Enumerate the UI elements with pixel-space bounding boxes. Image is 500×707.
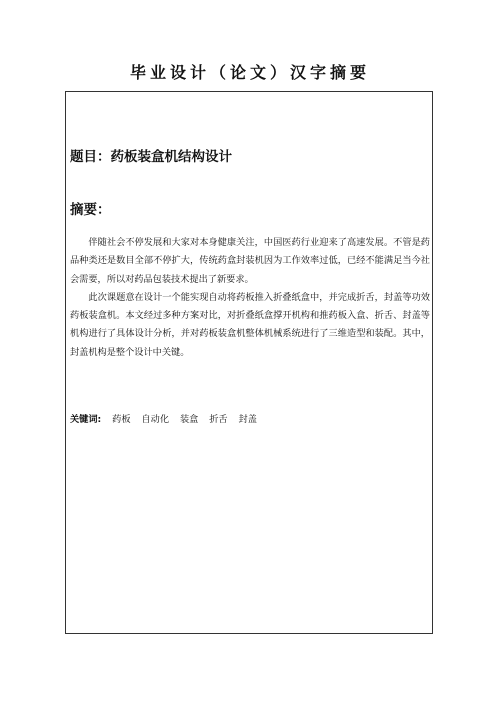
abstract-label: 摘要： xyxy=(70,202,111,218)
keywords-line xyxy=(70,413,257,427)
page-heading: 毕业设计（论文）汉字摘要 xyxy=(129,63,370,82)
title-text: 药板装盒机结构设计 xyxy=(110,149,232,165)
keyword: 药板 xyxy=(112,414,131,425)
abstract-paragraph: 此次课题意在设计一个能实现自动将药板推入折叠纸盒中，并完成折舌，封盖等功效药板装盒机。本文经过多种方案对比，对折叠纸盒撑开机构和推药板入盒、折舌、封盖等机构进行了具体设计分析，并对药板装盒机整体机械系统进行了三维造型和装配。其中，封盖机构是整个设计中关键。 xyxy=(70,291,430,358)
abstract-form-frame xyxy=(65,91,433,634)
abstract-body xyxy=(70,234,430,362)
keywords-label: 关键词: xyxy=(70,414,102,425)
keyword: 封盖 xyxy=(238,414,257,425)
keyword: 装盒 xyxy=(179,414,199,425)
title-label: 题目： xyxy=(70,149,111,165)
keyword: 自动化 xyxy=(141,414,170,425)
thesis-title xyxy=(70,148,232,166)
abstract-paragraph: 伴随社会不停发展和大家对本身健康关注，中国医药行业迎来了高速发展。不管是药品种类还是数目全部不停扩大，传统药盒封装机因为工作效率过低，已经不能满足当今社会需要，所以对药品包装技术提出了新要求。 xyxy=(70,237,430,285)
keyword: 折舌 xyxy=(209,414,228,425)
